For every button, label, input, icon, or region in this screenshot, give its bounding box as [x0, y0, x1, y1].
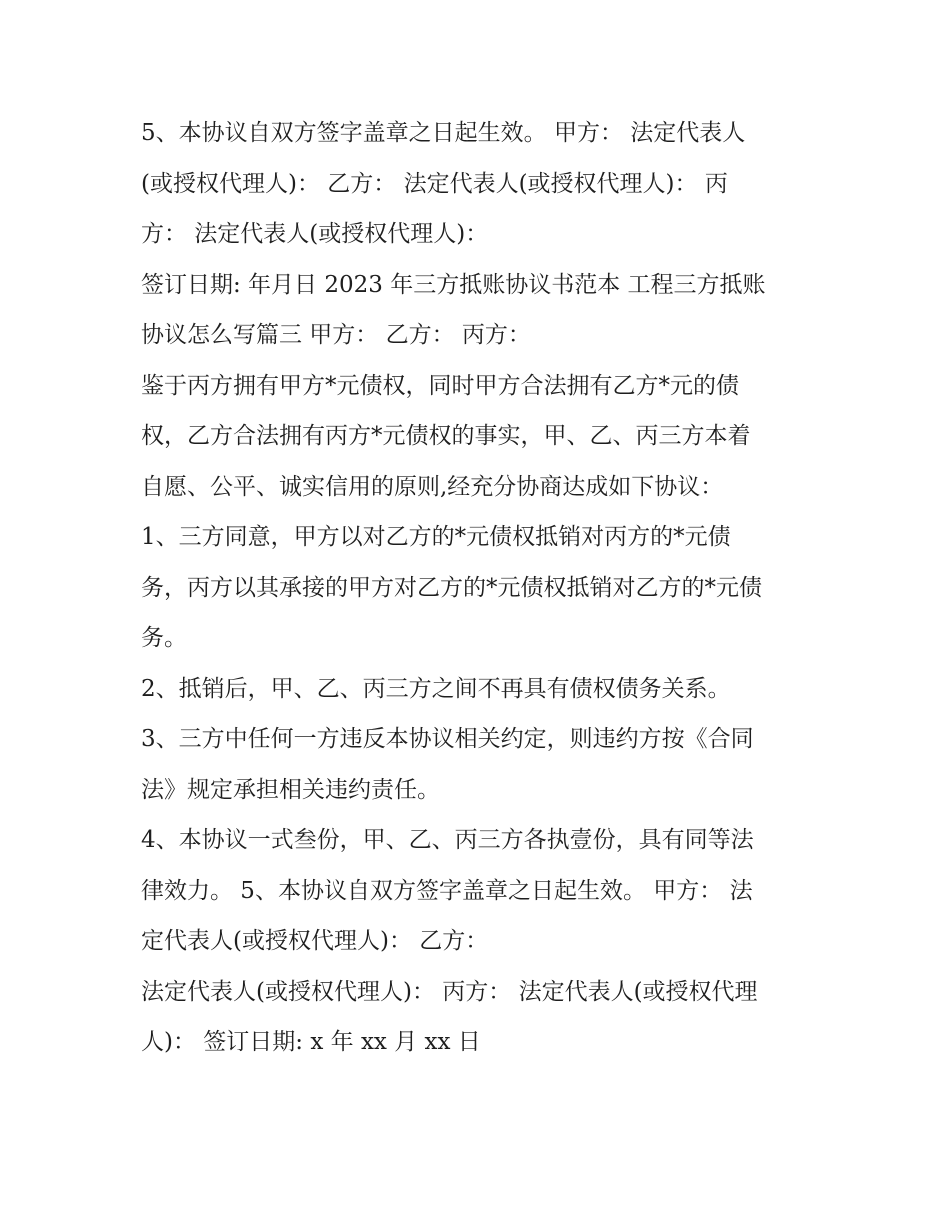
- text-line: 2、抵销后，甲、乙、丙三方之间不再具有债权债务关系。: [141, 675, 731, 702]
- text-line: 权，乙方合法拥有丙方*元债权的事实，甲、乙、丙三方本着: [141, 423, 751, 449]
- text-line: (或授权代理人)： 乙方： 法定代表人(或授权代理人)： 丙: [141, 170, 728, 197]
- text-line: 务，丙方以其承接的甲方对乙方的*元债权抵销对乙方的*元债: [141, 574, 762, 601]
- text-line: 方： 法定代表人(或授权代理人)：: [141, 221, 489, 247]
- text-line: 法定代表人(或授权代理人)： 丙方： 法定代表人(或授权代理: [141, 978, 758, 1005]
- text-line: 律效力。 5、本协议自双方签字盖章之日起生效。 甲方： 法: [141, 877, 753, 904]
- text-line: 人)： 签订日期: x 年 xx 月 xx 日: [141, 1029, 481, 1055]
- text-line: 5、本协议自双方签字盖章之日起生效。 甲方： 法定代表人: [141, 120, 746, 146]
- document-body: [141, 108, 816, 1068]
- text-line: 1、三方同意，甲方以对乙方的*元债权抵销对丙方的*元债: [141, 524, 731, 550]
- text-line: 定代表人(或授权代理人)： 乙方：: [141, 928, 489, 954]
- text-line: 协议怎么写篇三 甲方： 乙方： 丙方：: [141, 322, 531, 348]
- text-line: 签订日期: 年月日 2023 年三方抵账协议书范本 工程三方抵账: [141, 271, 766, 298]
- text-line: 4、本协议一式叁份，甲、乙、丙三方各执壹份，具有同等法: [141, 827, 754, 853]
- text-line: 3、三方中任何一方违反本协议相关约定，则违约方按《合同: [141, 726, 754, 752]
- text-line: 鉴于丙方拥有甲方*元债权，同时甲方合法拥有乙方*元的债: [141, 372, 739, 399]
- text-line: 自愿、公平、诚实信用的原则,经充分协商达成如下协议：: [141, 473, 724, 500]
- text-line: 务。: [141, 625, 187, 651]
- text-line: 法》规定承担相关违约责任。: [141, 776, 440, 803]
